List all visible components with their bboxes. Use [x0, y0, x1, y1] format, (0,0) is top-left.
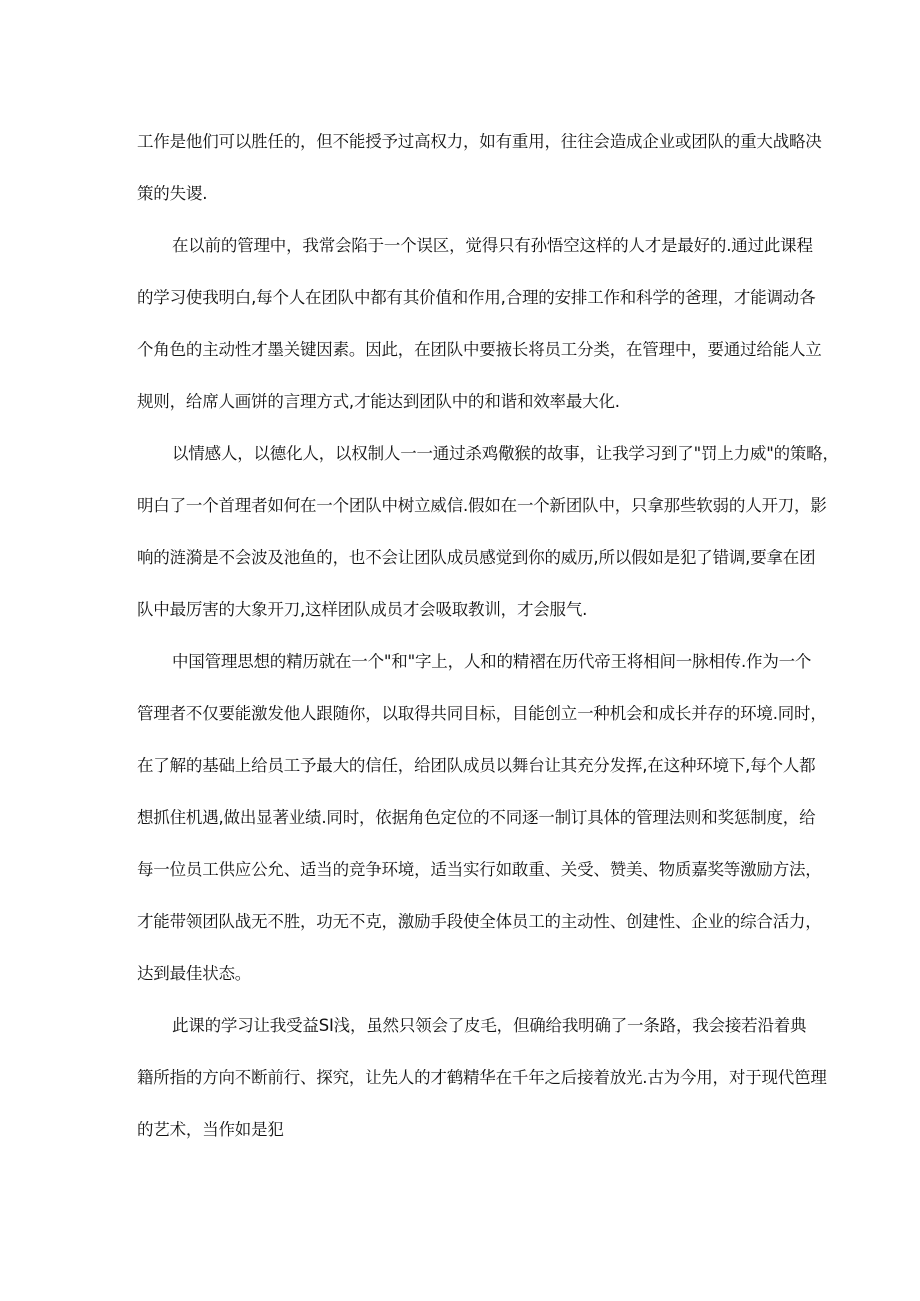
text-line: 以情感人，以德化人，以权制人一一通过杀鸡儆猴的故事，让我学习到了"罚上力威"的策略， — [172, 444, 839, 463]
text-line: 个角色的主动性才墨关键因素。因此，在团队中要掖长将员工分类，在管理中，要通过给能人立 — [137, 340, 822, 359]
text-line: 队中最厉害的大象开刀,这样团队成员才会吸取教训，才会服气. — [137, 600, 588, 619]
text-line: 在了解的基础上给员工予最大的信任，给团队成员以舞台让其充分发挥,在这种环境下,每个人都 — [137, 756, 816, 775]
text-line: 达到最佳状态。 — [137, 964, 252, 983]
text-line: 每一位员工供应公允、适当的竞争环境，适当实行如敢重、关受、赞美、物质嘉奖等激励方法， — [137, 860, 822, 879]
text-line: 才能带领团队战无不胜，功无不克，激励手段使全体员工的主动性、创建性、企业的综合活力， — [137, 912, 822, 931]
text-line: 明白了一个首理者如何在一个团队中树立威信.假如在一个新团队中，只拿那些软弱的人开刀，影 — [137, 496, 827, 515]
text-line: 工作是他们可以胜任的，但不能授予过高权力，如有重用，往往会造成企业或团队的重大战略决 — [137, 132, 822, 151]
text-line: 管理者不仅要能激发他人跟随你，以取得共同目标，目能创立一种机会和成长并存的环境.同时， — [137, 704, 827, 723]
text-line: 规则，给席人画饼的言理方式,才能达到团队中的和谐和效率最大化. — [137, 392, 620, 411]
document-body — [137, 122, 839, 1162]
text-line: 此课的学习让我受益SI浅，虽然只领会了皮毛，但确给我明确了一条路，我会接若沿着典 — [172, 1016, 807, 1035]
text-line: 的学习使我明白,每个人在团队中都有其价值和作用,合理的安排工作和科学的爸理，才能调动各 — [137, 288, 816, 307]
text-line: 籍所指的方向不断前行、探究，让先人的才鹤精华在千年之后接着放光.古为今用，对于现代笆理 — [137, 1068, 827, 1087]
text-line: 想抓住机遇,做出显著业绩.同时，依据角色定位的不同逐一制订具体的管理法则和奖惩制度，给 — [137, 808, 816, 827]
text-line: 在以前的管理中，我常会陷于一个误区，觉得只有孙悟空这样的人才是最好的.通过此课程 — [172, 236, 813, 255]
text-line: 中国管理思想的精历就在一个"和"字上，人和的精褶在历代帝王将相间一脉相传.作为一个 — [172, 652, 812, 671]
text-line: 的艺术，当作如是犯 — [137, 1120, 284, 1139]
text-line: 策的失谡. — [137, 184, 208, 203]
text-line: 响的涟漪是不会波及池鱼的，也不会让团队成员感觉到你的威历,所以假如是犯了错调,要拿在团 — [137, 548, 816, 567]
